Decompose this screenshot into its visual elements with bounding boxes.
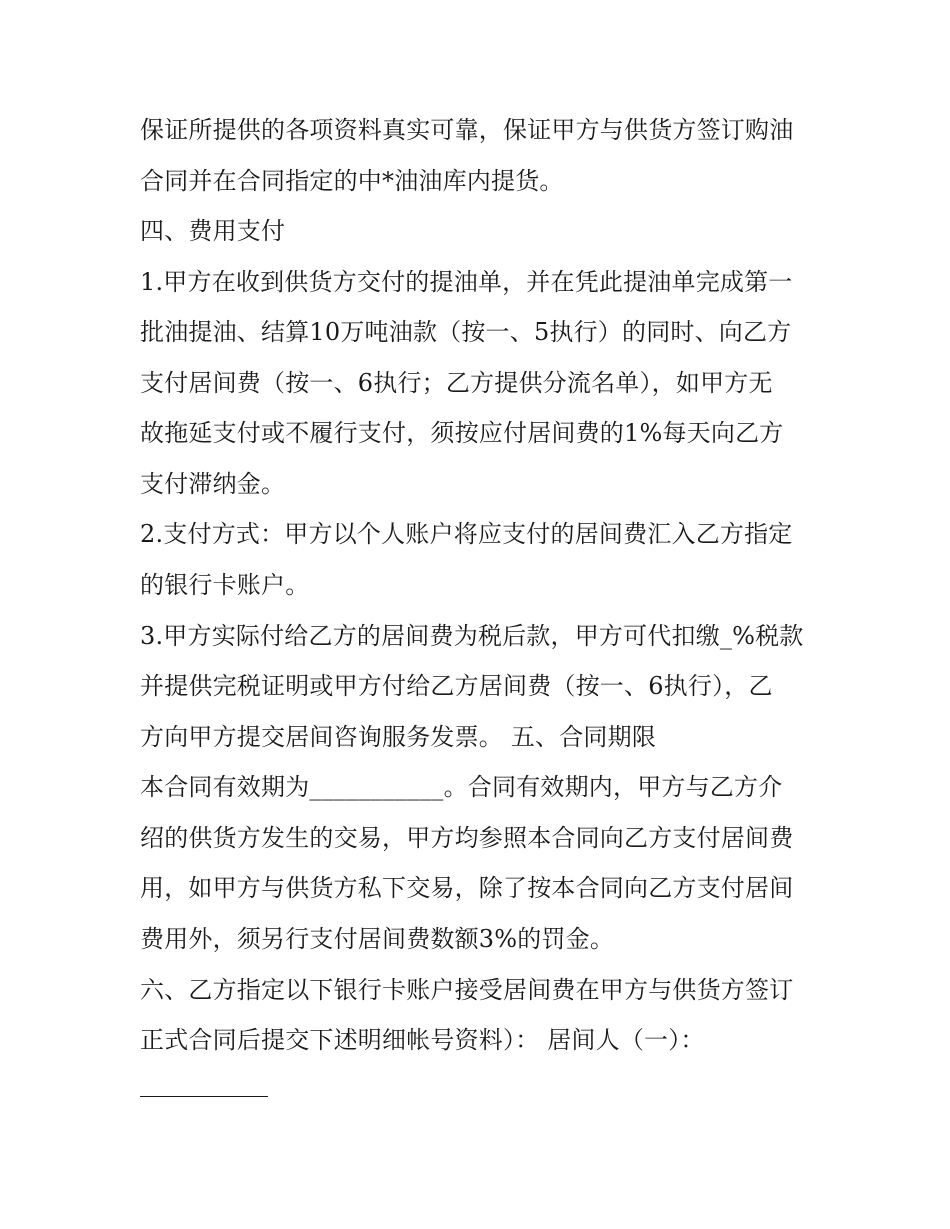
text-line: 绍的供货方发生的交易，甲方均参照本合同向乙方支付居间费 bbox=[140, 824, 794, 852]
text-line: 六、乙方指定以下银行卡账户接受居间费在甲方与供货方签订 bbox=[140, 976, 794, 1004]
text-line: 并提供完税证明或甲方付给乙方居间费（按一、6执行），乙 bbox=[140, 672, 773, 700]
text-line: 用，如甲方与供货方私下交易，除了按本合同向乙方支付居间 bbox=[140, 874, 794, 902]
signature-blank bbox=[140, 1096, 268, 1097]
text-line: 方向甲方提交居间咨询服务发票。 五、合同期限 bbox=[140, 723, 657, 751]
text-line: 故拖延支付或不履行支付，须按应付居间费的1%每天向乙方 bbox=[140, 419, 784, 447]
text-line: 正式合同后提交下述明细帐号资料）： 居间人（一）： bbox=[140, 1026, 705, 1054]
section-heading: 四、费用支付 bbox=[140, 217, 286, 245]
text-line: 1.甲方在收到供货方交付的提油单，并在凭此提油单完成第一 bbox=[140, 268, 793, 296]
text-line: 费用外，须另行支付居间费数额3%的罚金。 bbox=[140, 925, 615, 953]
text-line: 保证所提供的各项资料真实可靠，保证甲方与供货方签订购油 bbox=[140, 116, 794, 144]
text-line: 支付滞纳金。 bbox=[140, 470, 286, 498]
text-line: 本合同有效期为___________。合同有效期内，甲方与乙方介 bbox=[140, 773, 783, 801]
text-line: 批油提油、结算10万吨油款（按一、5执行）的同时、向乙方 bbox=[140, 318, 792, 346]
text-line: 合同并在合同指定的中*油油库内提货。 bbox=[140, 167, 564, 195]
text-line: 支付居间费（按一、6执行；乙方提供分流名单），如甲方无 bbox=[140, 369, 773, 397]
text-line: 3.甲方实际付给乙方的居间费为税后款，甲方可代扣缴_%税款 bbox=[140, 622, 804, 650]
text-line: 的银行卡账户。 bbox=[140, 571, 310, 599]
text-line: 2.支付方式：甲方以个人账户将应支付的居间费汇入乙方指定 bbox=[140, 520, 793, 548]
